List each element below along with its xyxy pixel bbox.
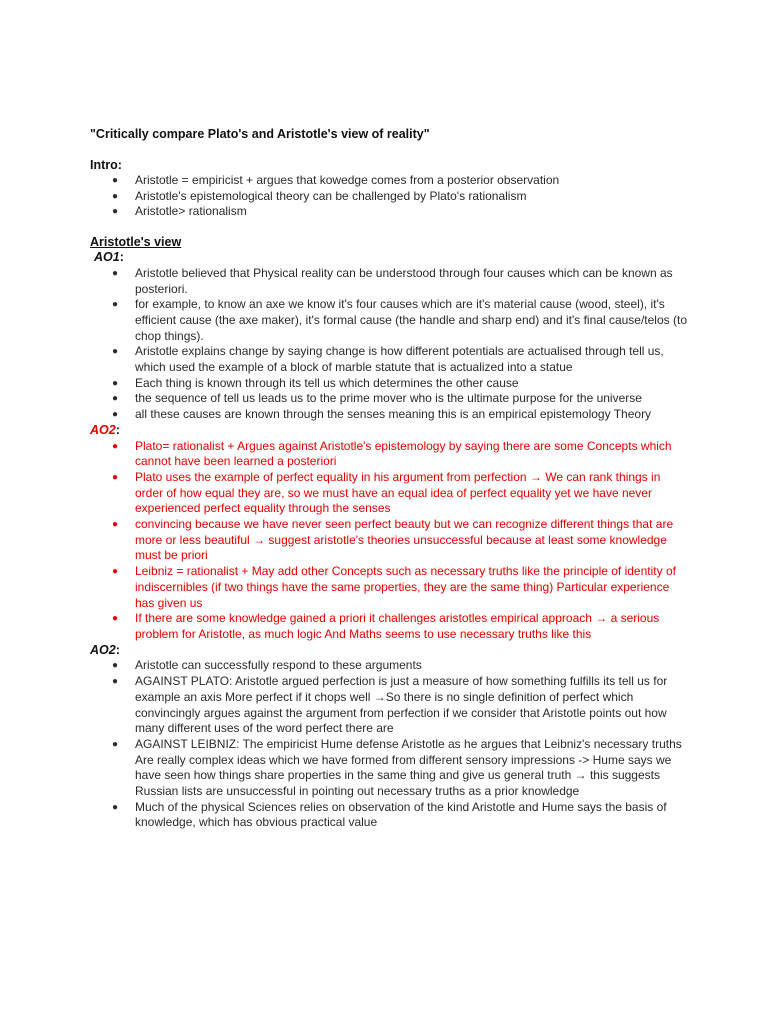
list-item: ● Each thing is known through its tell us which determines the other cause <box>112 375 519 390</box>
list-item: ● Aristotle explains change by saying change is how different potentials are actualised through tell us, which used the example of a block of marble statute that is actualized into a statue <box>112 344 664 375</box>
list-item: ● Aristotle believed that Physical reality can be understood through four causes which can be known as posteriori. <box>112 265 673 296</box>
document-title: "Critically compare Plato's and Aristotle's view of reality" <box>90 127 430 141</box>
bullet-icon: ● <box>112 346 119 358</box>
list-item: ● Aristotle> rationalism <box>112 204 247 219</box>
bullet-icon: ● <box>112 566 119 578</box>
list-item: ● for example, to know an axe we know it's four causes which are it's material cause (wood, steel), it's efficient cause (the axe maker), it's formal cause (the handle and sharp end) and it's final cause/telos (to chop things). <box>112 297 687 343</box>
bullet-icon: ● <box>112 440 119 452</box>
list-item: ● AGAINST LEIBNIZ: The empiricist Hume defense Aristotle as he argues that Leibniz's necessary truths Are really complex ideas which we have formed from different sensory impressions -> Hume says we have seen how things share properties in the same thing and give us general truth → this suggests Russian lists are unsuccessful in pointing out necessary truths as a prior knowledge <box>112 736 682 799</box>
bullet-icon: ● <box>112 801 119 813</box>
ao1-label: AO1: <box>94 250 124 265</box>
list-item: ● Aristotle's epistemological theory can be challenged by Plato's rationalism <box>112 188 527 203</box>
list-item: ● convincing because we have never seen perfect beauty but we can recognize different things that are more or less beautiful → suggest aristotle's theories unsuccessful because at least some knowledge must be priori <box>112 517 674 563</box>
ao2-label: AO2: <box>90 642 120 657</box>
bullet-icon: ● <box>112 267 119 279</box>
spacer <box>90 220 690 234</box>
bullet-icon: ● <box>112 190 119 202</box>
intro-list <box>90 173 690 220</box>
list-item: ● all these causes are known through the senses meaning this is an empirical epistemology Theory <box>112 407 652 422</box>
bullet-icon: ● <box>112 206 119 218</box>
bullet-icon: ● <box>112 471 119 483</box>
list-item: ● the sequence of tell us leads us to the prime mover who is the ultimate purpose for the universe <box>112 391 642 406</box>
list-item: ● Plato= rationalist + Argues against Aristotle's epistemology by saying there are some Concepts which cannot have been learned a posteriori <box>112 438 672 469</box>
list-item: ● Aristotle = empiricist + argues that kowedge comes from a posterior observation <box>112 173 560 187</box>
ao2-list <box>90 658 690 831</box>
bullet-icon: ● <box>112 660 119 672</box>
bullet-icon: ● <box>112 613 119 625</box>
bullet-icon: ● <box>112 299 119 311</box>
bullet-icon: ● <box>112 519 119 531</box>
section-heading-aristotle-view: Aristotle's view <box>90 235 182 250</box>
list-item: ● Much of the physical Sciences relies on observation of the kind Aristotle and Hume says the basis of knowledge, which has obvious practical value <box>112 799 667 830</box>
intro-heading: Intro: <box>90 158 122 172</box>
bullet-icon: ● <box>112 676 119 688</box>
ao2-red-label: AO2: <box>90 422 120 437</box>
document-body <box>90 126 690 831</box>
bullet-icon: ● <box>112 377 119 389</box>
bullet-icon: ● <box>112 393 119 405</box>
list-item: ● AGAINST PLATO: Aristotle argued perfection is just a measure of how something fulfills its tell us for example an axis More perfect if it chops well →So there is no single definition of perfect which convincingly argues against the argument from perfection if we consider that Aristotle points out how many different uses of the word perfect there are <box>112 674 668 736</box>
list-item: ● If there are some knowledge gained a priori it challenges aristotles empirical approach → a serious problem for Aristotle, as much logic And Maths seems to use necessary truths like this <box>112 611 660 641</box>
ao2-red-list <box>90 439 690 643</box>
bullet-icon: ● <box>112 738 119 750</box>
ao1-list <box>90 266 690 423</box>
list-item: ● Leibniz = rationalist + May add other Concepts such as necessary truths like the principle of identity of indiscernibles (if two things have the same properties, they are the same thing) Particular experience has given us <box>112 564 676 610</box>
bullet-icon: ● <box>112 175 119 186</box>
bullet-icon: ● <box>112 409 119 421</box>
list-item: ● Aristotle can successfully respond to these arguments <box>112 658 422 673</box>
list-item: ● Plato uses the example of perfect equality in his argument from perfection → We can rank things in order of how equal they are, so we must have an equal idea of perfect equality yet we have never experienced perfect equality through the senses <box>112 469 661 516</box>
